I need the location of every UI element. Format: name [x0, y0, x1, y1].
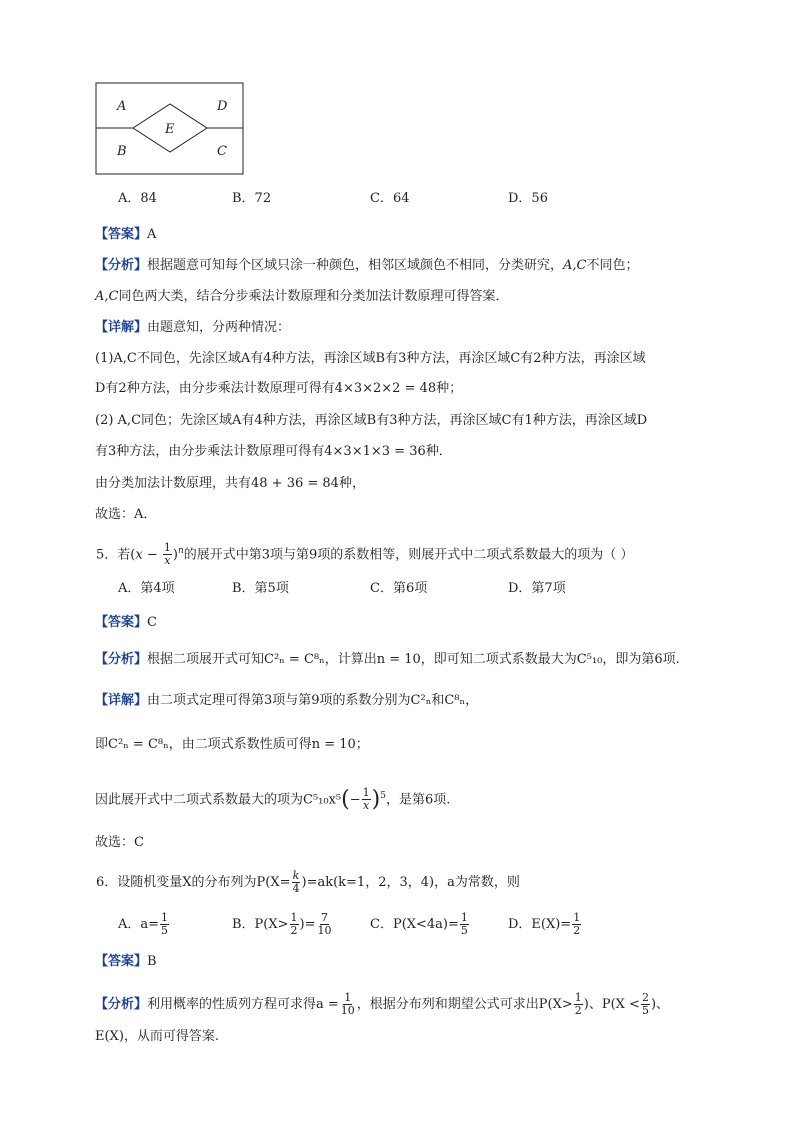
region-a-label: A [117, 99, 127, 114]
text: 由题意知，分两种情况： [147, 320, 291, 335]
denominator: 4 [292, 882, 300, 895]
q4-option-a: A．84 [118, 191, 157, 206]
numerator: 2 [641, 991, 649, 1004]
numerator: 1 [290, 911, 298, 924]
fraction-1-over-x [362, 787, 371, 812]
fraction [290, 912, 299, 937]
q6-analysis-line1 [95, 992, 669, 1017]
analysis-tag: 【分析】 [95, 652, 148, 667]
q6-answer [95, 953, 157, 971]
numerator: 1 [573, 911, 581, 924]
q4-sum: 由分类加法计数原理，共有48 + 36 = 84种， [95, 476, 365, 491]
denominator: x [363, 799, 370, 813]
numerator: 1 [460, 911, 468, 924]
q4-detail-case1-line1: (1)A,C不同色，先涂区域A有4种方法，再涂区域B有3种方法，再涂区域C有2种方法，再涂区域 [95, 351, 646, 366]
fraction [574, 992, 583, 1017]
fraction-1-over-x [163, 542, 172, 567]
text: )=ak(k=1，2，3，4)，a为常数，则 [301, 875, 520, 890]
numerator: 1 [161, 911, 169, 924]
numerator: 1 [362, 786, 370, 800]
q4-analysis-line1 [95, 257, 639, 275]
denominator: x [164, 554, 171, 568]
q6-stem [96, 870, 520, 895]
q4-choose: 故选：A． [95, 507, 157, 522]
q5-option-a: A．第4项 [118, 581, 175, 596]
q4-answer [95, 226, 156, 244]
detail-tag: 【详解】 [95, 320, 148, 335]
q5-stem: 5．若(x − $\frac{1}{x}$ )$^n$的展开式中第3项与第9项的系数相等，则展开式中二项式系数最大的项为（ ） [96, 541, 634, 568]
text: ，根据分布列和期望公式可求出P(X> [356, 997, 573, 1012]
math: A,C [563, 258, 587, 273]
text: C．P(X<4a)= [370, 917, 459, 932]
answer-value: A [147, 227, 157, 242]
text: 同色两大类，结合分步乘法计数原理和分类加法计数原理可得答案． [118, 289, 509, 304]
fraction [160, 912, 169, 937]
fraction [460, 912, 469, 937]
region-d-label: D [217, 99, 228, 114]
q4-option-c: C．64 [370, 191, 410, 206]
q5-option-d: D．第7项 [508, 581, 566, 596]
text: 利用概率的性质列方程可求得a = [147, 997, 339, 1012]
answer-tag: 【答案】 [95, 227, 148, 242]
text: 不同色； [586, 258, 639, 273]
text: 根据二项展开式可知C²ₙ = C⁸ₙ，计算出n = 10，即可知二项式系数最大为C⁵₁₀，即为第6项. [147, 652, 680, 667]
answer-value: B [147, 954, 157, 969]
text: 5．若 [96, 547, 131, 563]
q4-option-d: D．56 [508, 191, 548, 206]
text: A．a= [118, 917, 160, 932]
denominator: 2 [573, 924, 581, 937]
q5-option-b: B．第5项 [232, 581, 289, 596]
numerator: k [292, 869, 300, 882]
detail-tag: 【详解】 [95, 693, 148, 708]
text: 由二项式定理可得第3项与第9项的系数分别为C²ₙ和C⁸ₙ， [147, 693, 479, 708]
region-e-label: E [165, 122, 175, 137]
fraction [317, 912, 333, 937]
text: )、 [650, 997, 670, 1012]
denominator: 2 [574, 1004, 582, 1017]
analysis-tag: 【分析】 [95, 258, 148, 273]
math: A,C [95, 289, 119, 304]
text: 因此展开式中二项式系数最大的项为C⁵₁₀x⁵ [95, 792, 342, 808]
denominator: 10 [317, 924, 332, 937]
analysis-tag: 【分析】 [95, 997, 148, 1012]
text: 根据题意可知每个区域只涂一种颜色，相邻区域颜色不相同，分类研究， [147, 258, 564, 273]
numerator: 1 [574, 991, 582, 1004]
region-diagram [95, 82, 245, 177]
numerator: 7 [321, 911, 328, 924]
q5-answer [95, 614, 157, 632]
q4-detail-case2-line1: (2) A,C同色；先涂区域A有4种方法，再涂区域B有3种方法，再涂区域C有1种方法，再涂区域D [95, 413, 648, 428]
q5-detail-line3: 因此展开式中二项式系数最大的项为C⁵₁₀x⁵(− $\frac{1}{x}$ )$^5$，是第6项. [95, 786, 451, 813]
fraction [641, 992, 650, 1017]
q5-detail-line2: 即C²ₙ = C⁸ₙ，由二项式系数性质可得n = 10； [95, 737, 369, 752]
text: ，是第6项. [385, 792, 451, 808]
q5-choose: 故选：C [95, 835, 144, 850]
q4-option-b: B．72 [232, 191, 272, 206]
text: 的展开式中第3项与第9项的系数相等，则展开式中二项式系数最大的项为（ ） [183, 547, 634, 563]
answer-value: C [147, 615, 157, 630]
q5-analysis [95, 651, 680, 669]
numerator: 1 [344, 991, 352, 1004]
region-b-label: B [117, 144, 127, 159]
denominator: 5 [460, 924, 468, 937]
q6-option-a [118, 912, 170, 937]
q4-detail-case1-line2: D有2种方法，由分步乘法计数原理可得有4×3×2×2 = 48种； [95, 381, 463, 396]
text: D．E(X)= [508, 917, 572, 932]
fraction [340, 992, 356, 1017]
text: 6．设随机变量X的分布列为P(X= [96, 875, 291, 890]
fraction [572, 912, 581, 937]
denominator: 10 [340, 1004, 355, 1017]
q6-option-d [508, 912, 582, 937]
text: B．P(X> [232, 917, 289, 932]
q4-detail-line1 [95, 319, 290, 337]
q4-detail-case2-line2: 有3种方法，由分步乘法计数原理可得有4×3×1×3 = 36种． [95, 444, 452, 459]
fraction-k-over-4 [292, 870, 301, 895]
q6-analysis-line2: E(X)，从而可得答案. [95, 1029, 220, 1044]
q5-detail-line1 [95, 692, 478, 710]
text: )= [299, 917, 316, 932]
numerator: 1 [163, 541, 171, 555]
denominator: 5 [641, 1004, 649, 1017]
answer-tag: 【答案】 [95, 954, 148, 969]
region-c-label: C [217, 144, 227, 159]
denominator: 5 [161, 924, 169, 937]
q5-option-c: C．第6项 [370, 581, 428, 596]
answer-tag: 【答案】 [95, 615, 148, 630]
q6-option-b [232, 912, 334, 937]
text: )、P(X < [583, 997, 640, 1012]
q6-option-c [370, 912, 470, 937]
denominator: 2 [290, 924, 298, 937]
q4-analysis-line2 [95, 288, 508, 306]
